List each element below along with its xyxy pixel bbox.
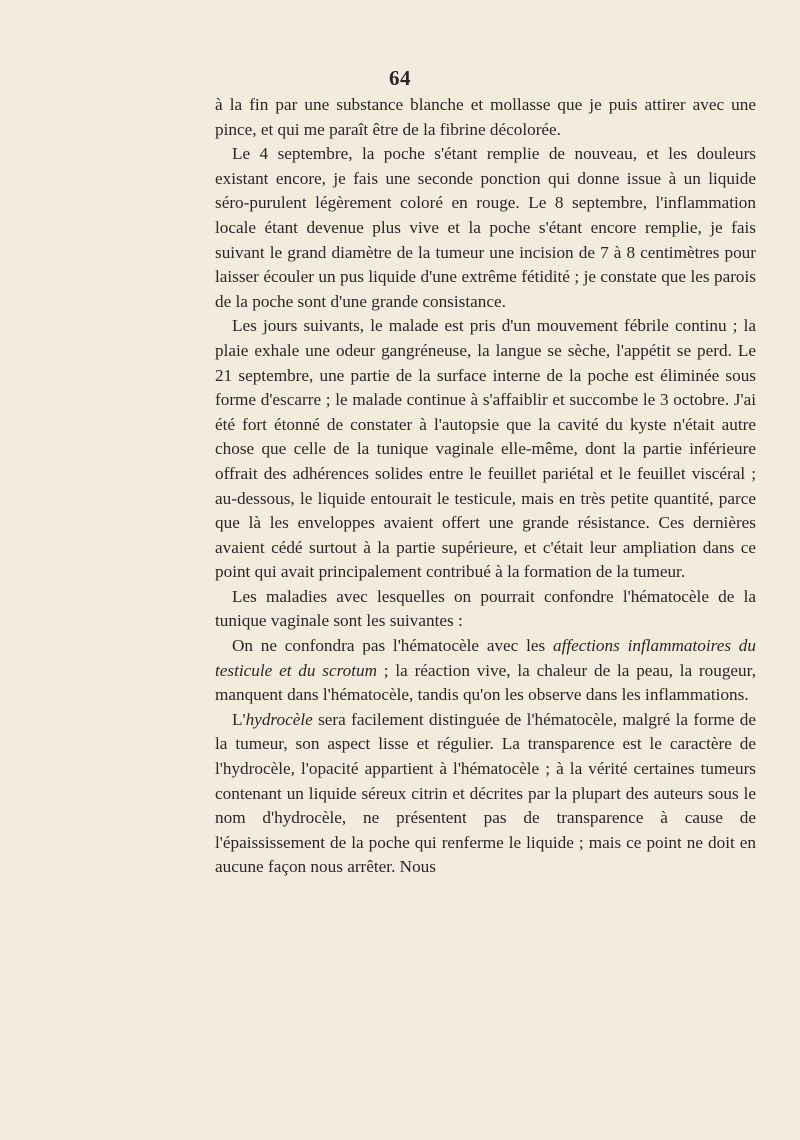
paragraph-6	[215, 708, 756, 880]
paragraph-2: Le 4 septembre, la poche s'étant remplie de nouveau, et les douleurs existant encore, je fais une seconde ponction qui donne issue à un liquide séro-purulent légèrement coloré en rouge. Le 8 septembre, l'inflammation locale étant devenue plus vive et la poche s'étant encore remplie, je fais suivant le grand diamètre de la tumeur une incision de 7 à 8 centimètres pour laisser écouler un pus liquide d'une extrême fétidité ; je constate que les parois de la poche sont d'une grande consistance.	[215, 144, 756, 311]
paragraph-1: à la fin par une substance blanche et mollasse que je puis attirer avec une pince, et qui me paraît être de la fibrine décolorée.	[215, 95, 756, 139]
paragraph-6-text-before: L'	[232, 709, 246, 729]
paragraph-6-text-after: sera facilement distinguée de l'hématocèle, malgré la forme de la tumeur, son aspect lisse et régulier. La transparence est le caractère de l'hydrocèle, l'opacité appartient à l'hématocèle ; à la vérité certaines tumeurs contenant un liquide séreux citrin et décrites par la plupart des auteurs sous le nom d'hydrocèle, ne présentent pas de transparence à cause de l'épaississement de la poche qui renferme le liquide ; mais ce point ne doit en aucune façon nous arrêter. Nous	[215, 709, 756, 877]
paragraph-5-text-after: ; la réaction vive, la chaleur de la peau, la rougeur, manquent dans l'hématocèle, tandis qu'on les observe dans les inflammations.	[215, 660, 756, 705]
paragraph-5	[215, 634, 756, 708]
paragraph-3: Les jours suivants, le malade est pris d'un mouvement fébrile continu ; la plaie exhale une odeur gangréneuse, la langue se sèche, l'appétit se perd. Le 21 septembre, une partie de la surface interne de la poche est éliminée sous forme d'escarre ; le malade continue à s'affaiblir et succombe le 3 octobre. J'ai été fort étonné de constater à l'autopsie que la cavité du kyste n'était autre chose que celle de la tunique vaginale elle-même, dont la partie inférieure offrait des adhérences solides entre le feuillet pariétal et le feuillet viscéral ; au-dessous, le liquide entourait le testicule, mais en très petite quantité, parce que là les enveloppes avaient offert une grande résistance. Ces dernières avaient cédé surtout à la partie supérieure, et c'était leur ampliation dans ce point qui avait principalement contribué à la formation de la tumeur.	[215, 316, 756, 582]
page-number: 64	[389, 66, 411, 90]
body-text	[215, 93, 756, 880]
paragraph-6-italic: hydrocèle	[245, 709, 313, 729]
paragraph-5-text-before: On ne confondra pas l'hématocèle avec les	[232, 636, 553, 656]
paragraph-4: Les maladies avec lesquelles on pourrait confondre l'hématocèle de la tunique vaginale sont les suivantes :	[215, 586, 756, 631]
paragraph-5-italic: affections inflammatoires du testicule et du scrotum	[215, 636, 756, 680]
